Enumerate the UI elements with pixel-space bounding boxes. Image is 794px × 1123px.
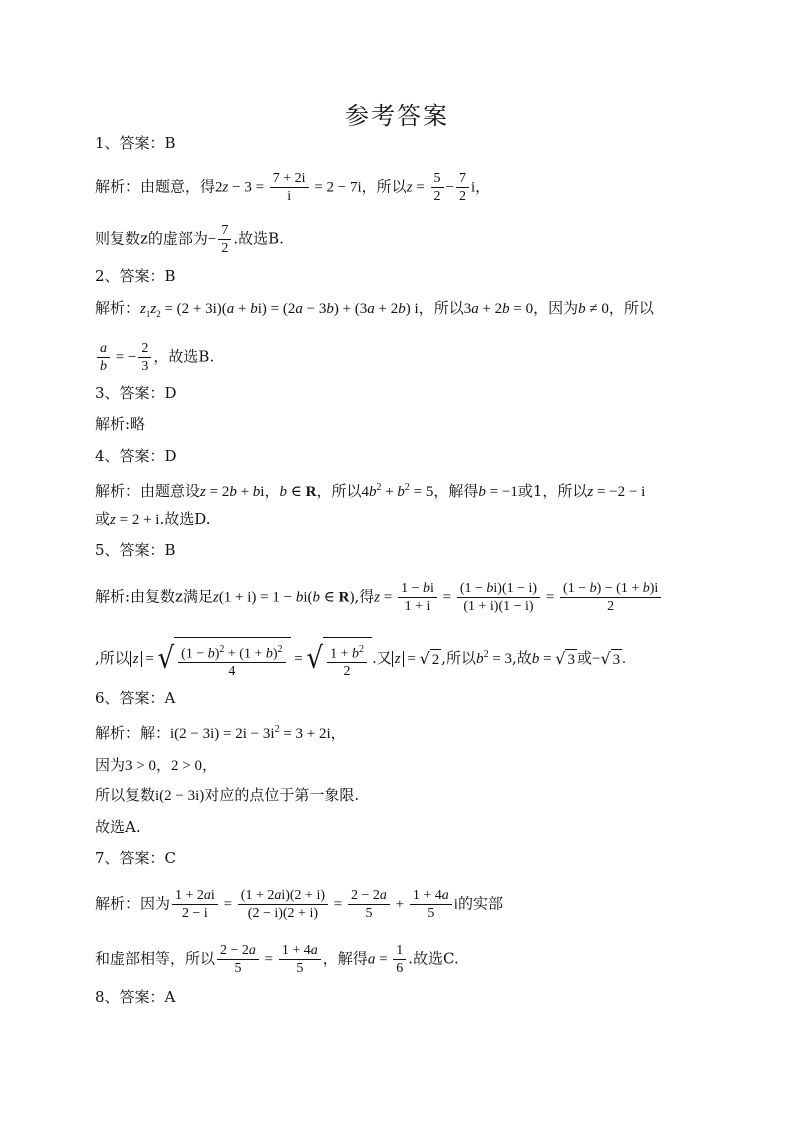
answer-6-label: 6、答案：A [95,689,176,707]
answer-1-explanation-line2: 则复数z的虚部为− $\frac{7}{2}$ .故选B. [95,223,284,256]
answer-2-label: 2、答案：B [95,267,176,285]
answer-3-explanation: 解析:略 [95,415,146,433]
answer-8-label: 8、答案：A [95,988,176,1006]
answer-4-explanation-line2: 或z = 2 + i.故选D. [95,510,211,528]
answer-7-explanation-line2: 和虚部相等，所以 $\frac{2 - 2a}{5}$ = $\frac{1 + 4a}{5}$ ，解得a = $\frac{1}{6}$ .故选C. [95,943,459,976]
answer-6-explanation-line3: 所以复数i(2 − 3i)对应的点位于第一象限. [95,786,360,804]
answer-5-label: 5、答案：B [95,541,176,559]
answer-3-label: 3、答案：D [95,384,177,402]
answer-5-explanation-line1: 解析:由复数z满足z(1 + i) = 1 − bi(b ∈ R),得z = $\frac{1 - bi}{1 + i}$ = $\frac{(1 - bi)(1 - i)}{(1 + i)(1 - i)}$ = $\frac{(1 - b) - (1 + b)i}{2}$ [95,580,663,615]
answer-4-label: 4、答案：D [95,447,177,465]
answer-1-explanation-line1: 解析：由题意，得2z − 3 = $\frac{7 + 2i}{i}$ = 2 − 7i，所以z = $\frac{5}{2}$ − $\frac{7}{2}$ i， [95,171,491,204]
answer-2-explanation-line1: 解析：$z_1z_2 = (2 + 3i)(a + bi) = (2a - 3b) + (3a + 2b)$ i，所以3a + 2b = 0，因为b ≠ 0，所以 [95,299,654,319]
page-title: 参考答案 [345,102,449,130]
answer-4-explanation-line1: 解析：由题意设z = 2b + bi，b ∈ R，所以$4b^2 + b^2 = 5$，解得b = −1或1，所以z = −2 − i [95,482,646,500]
answer-1-label: 1、答案：B [95,134,176,152]
answer-6-explanation-line2: 因为3 > 0，2 > 0， [95,756,217,774]
answer-2-explanation-line2: $\frac{a}{b}$ = − $\frac{2}{3}$ ，故选B. [95,340,214,375]
answer-7-explanation-line1: 解析：因为 $\frac{1 + 2ai}{2 - i}$ = $\frac{(1 + 2ai)(2 + i)}{(2 - i)(2 + i)}$ = $\frac{2 - 2a}{5}$ + $\frac{1 + 4a}{5}$ i的实部 [95,888,503,921]
answer-6-explanation-line1: 解析：解：$i(2 - 3i) = 2i - 3i^2 = 3 + 2i$， [95,724,346,742]
answer-5-explanation-line2: ,所以 z = √ $\frac{(1 - b)^2 + (1 + b)^2}{4}$ = √ $\frac{1 + b^2}{2}$ .又 z = √ 2 ,所以$b^2 = 3$,故b = √ 3 或− √ 3 . [95,637,626,681]
answer-7-label: 7、答案：C [95,849,177,867]
answer-6-explanation-line4: 故选A. [95,818,141,836]
